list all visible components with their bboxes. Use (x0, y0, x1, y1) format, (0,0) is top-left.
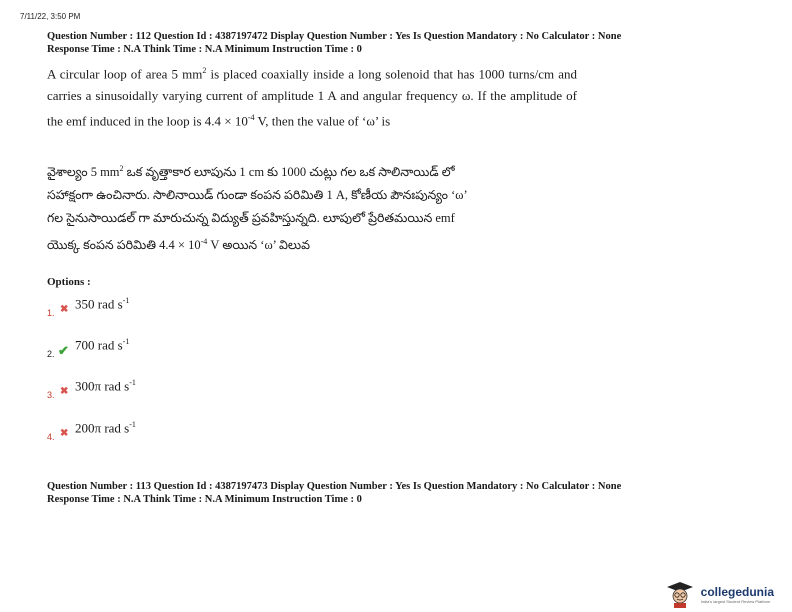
option-number: 3. (47, 390, 55, 400)
question-text-part: V, then the value of ‘ω’ is (254, 113, 391, 129)
wrong-mark-icon: ✖ (60, 304, 69, 315)
question-meta-line: Question Number : 112 Question Id : 4387197472 Display Question Number : Yes Is Question Mandatory : No Calculator : None (47, 31, 622, 42)
telugu-text: యొక్క కంపన పరిమితి 4.4 × 10 (47, 238, 201, 253)
option-number: 2. (47, 349, 55, 359)
option-value: 700 rad s (75, 337, 123, 353)
option-text (75, 420, 136, 436)
logo-wordmark: collegedunia (700, 584, 774, 599)
option-value: 300π rad s (75, 378, 130, 394)
superscript: -1 (129, 378, 136, 387)
wrong-mark-icon: ✖ (60, 386, 69, 397)
logo-text-block (701, 585, 774, 604)
option-text (75, 378, 136, 394)
print-timestamp: 7/11/22, 3:50 PM (20, 12, 81, 21)
question-meta-line: Question Number : 113 Question Id : 4387197473 Display Question Number : Yes Is Question Mandatory : No Calculator : None (47, 481, 622, 492)
telugu-line: గల సైనుసాయిడల్ గా మారుచున్న విద్యుత్ ప్రవహిస్తున్నది. లూపులో ప్రేరితమయిన emf (47, 211, 455, 226)
question-text-part: A circular loop of area 5 mm (47, 66, 203, 82)
question-timing-line: Response Time : N.A Think Time : N.A Minimum Instruction Time : 0 (47, 494, 362, 505)
telugu-text: V అయిన ‘ω’ విలువ (207, 238, 311, 253)
superscript: -1 (122, 337, 130, 346)
telugu-text: ఒక వృత్తాకార లూపును 1 cm కు 1000 చుట్లు గల ఒక సాలినాయిడ్ లో (123, 165, 455, 180)
option-value: 350 rad s (75, 296, 123, 312)
option-number: 4. (47, 432, 55, 442)
superscript: -4 (247, 113, 255, 123)
superscript: 2 (119, 164, 124, 173)
question-text-telugu (47, 157, 577, 257)
check-mark-icon: ✔ (58, 343, 69, 358)
telugu-line (47, 157, 577, 184)
graduate-mascot-icon (663, 580, 697, 608)
question-text-part: is placed coaxially inside a long solenoid that has 1000 turns/cm and carries a sinusoidally varying current of amplitude 1 A and angular frequency ω. If the amplitude of the emf induced in the loop is 4.4 × 10 (47, 66, 577, 129)
telugu-text: వైశాల్యం 5 mm (47, 165, 120, 180)
telugu-line: సహాక్షంగా ఉంచినారు. సాలినాయిడ్ గుండా కంపన పరిమితి 1 A, కోణీయ పౌనఃపున్యం ‘ω’ (47, 188, 468, 203)
option-text (75, 337, 129, 353)
next-question-header (47, 480, 747, 506)
superscript: -1 (129, 420, 136, 429)
wrong-mark-icon: ✖ (60, 428, 69, 439)
option-text (75, 296, 129, 312)
telugu-line (47, 230, 577, 257)
question-timing-line: Response Time : N.A Think Time : N.A Minimum Instruction Time : 0 (47, 44, 362, 55)
superscript: -1 (122, 296, 130, 305)
superscript: -4 (200, 237, 208, 247)
option-number: 1. (47, 308, 55, 318)
options-label: Options : (47, 276, 91, 288)
option-value: 200π rad s (75, 420, 130, 436)
superscript: 2 (202, 66, 207, 75)
logo-tagline: India's largest Student Review Platform (700, 598, 771, 604)
question-text-english (47, 60, 577, 133)
collegedunia-logo (663, 580, 774, 608)
question-header (47, 30, 747, 56)
